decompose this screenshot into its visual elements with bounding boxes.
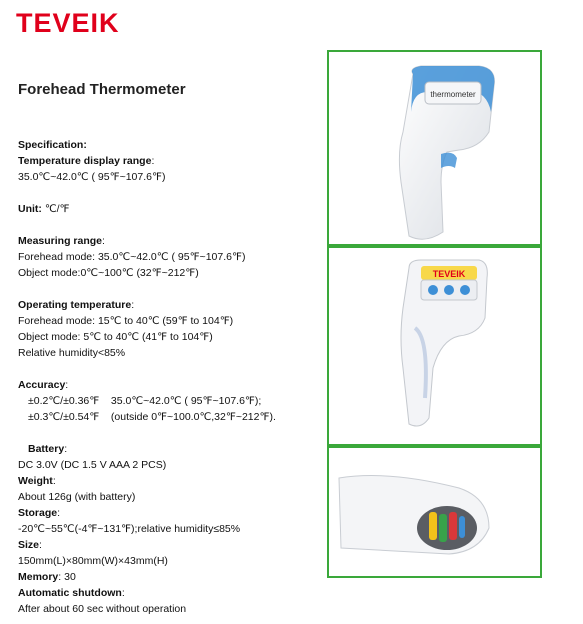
photo-side-view <box>327 50 542 246</box>
battery: Battery: <box>28 443 68 455</box>
weight-value: About 126g (with battery) <box>18 491 136 503</box>
battery-value: DC 3.0V (DC 1.5 V AAA 2 PCS) <box>18 459 167 471</box>
display-range: Temperature display range: <box>18 155 155 167</box>
page-title: Forehead Thermometer <box>18 81 186 98</box>
display-range-value: 35.0℃~42.0℃ ( 95℉~107.6℉) <box>18 171 166 183</box>
weight: Weight: <box>18 475 56 487</box>
unit: Unit: ℃/℉ <box>18 203 70 215</box>
thermometer-battery-image <box>329 448 540 576</box>
measuring-forehead: Forehead mode: 35.0℃~42.0℃ ( 95℉~107.6℉) <box>18 251 246 263</box>
device-button-icon <box>444 285 454 295</box>
thermometer-display-image <box>329 248 540 444</box>
thermometer-side-image <box>329 52 540 244</box>
specification-list <box>18 137 276 617</box>
operating-humidity: Relative humidity<85% <box>18 347 126 359</box>
accuracy-line-1: ±0.2℃/±0.36℉ 35.0℃~42.0℃ ( 95℉~107.6℉); <box>28 395 262 407</box>
measuring-range: Measuring range: <box>18 235 105 247</box>
operating-temperature: Operating temperature: <box>18 299 135 311</box>
spec-heading: Specification: <box>18 139 87 151</box>
size: Size: <box>18 539 42 551</box>
memory: Memory: 30 <box>18 571 76 583</box>
brand-logo: TEVEIK <box>16 8 120 38</box>
measuring-object: Object mode:0℃~100℃ (32℉~212℉) <box>18 267 199 279</box>
storage: Storage: <box>18 507 61 519</box>
shutdown-value: After about 60 sec without operation <box>18 603 187 615</box>
thermometer-label-text: thermometer <box>430 90 476 99</box>
device-button-icon <box>460 285 470 295</box>
operating-object: Object mode: 5℃ to 40℃ (41℉ to 104℉) <box>18 331 213 343</box>
operating-forehead: Forehead mode: 15℃ to 40℃ (59℉ to 104℉) <box>18 315 234 327</box>
photo-battery-view <box>327 446 542 578</box>
device-button-icon <box>428 285 438 295</box>
device-brand-text: TEVEIK <box>432 269 466 279</box>
shutdown: Automatic shutdown: <box>18 587 125 599</box>
accuracy-line-2: ±0.3℃/±0.54℉ (outside 0℉~100.0℃,32℉~212℉). <box>28 411 276 423</box>
size-value: 150mm(L)×80mm(W)×43mm(H) <box>18 555 168 567</box>
accuracy: Accuracy: <box>18 379 69 391</box>
photo-display-view <box>327 246 542 446</box>
storage-value: -20℃~55℃(-4℉~131℉);relative humidity≤85% <box>18 523 241 535</box>
